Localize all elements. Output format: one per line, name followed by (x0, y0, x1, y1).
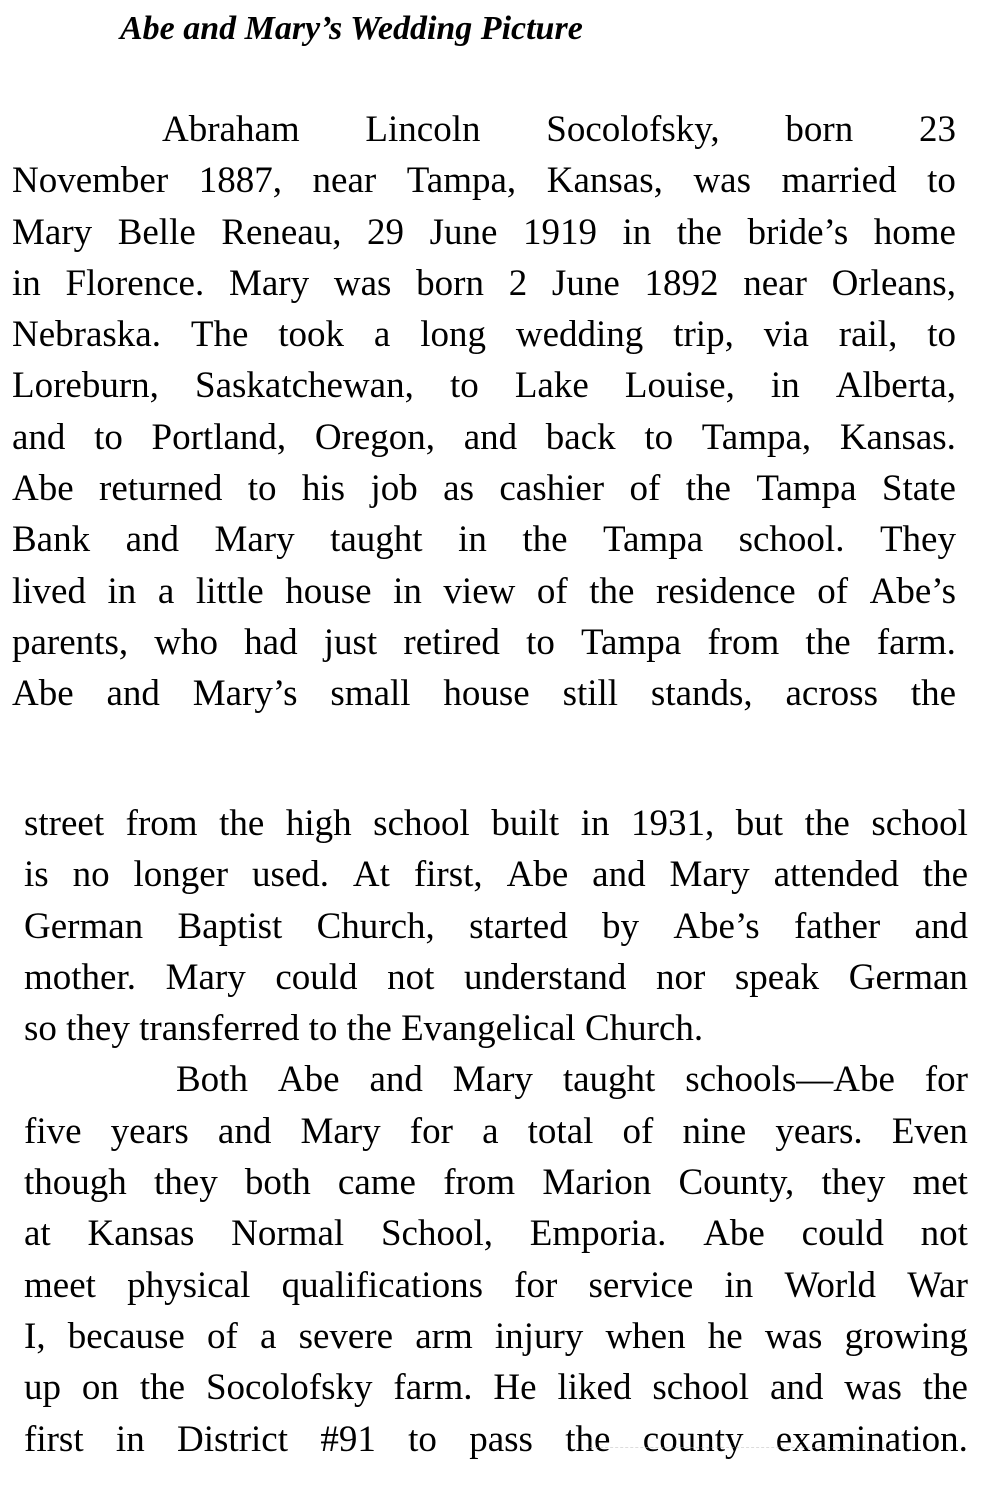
word: Even (891, 1110, 968, 1152)
text-line: so they transferred to the Evangelical Church. (24, 1008, 704, 1050)
word: severe (298, 1315, 394, 1357)
word: nine (682, 1110, 747, 1152)
word: farm. (393, 1367, 473, 1409)
word: no (72, 854, 110, 896)
word: Mary (214, 519, 295, 561)
word: little (195, 570, 264, 612)
word: Alberta, (835, 365, 956, 407)
word: Portland, (151, 416, 287, 458)
word: born (785, 109, 854, 150)
word: the (922, 854, 968, 896)
word: as (443, 468, 474, 510)
word: and (463, 416, 518, 458)
word: World (784, 1264, 877, 1306)
word: they (821, 1162, 886, 1204)
word: of (622, 1110, 654, 1152)
word: Tampa, (701, 416, 812, 458)
word: examination. (775, 1418, 968, 1460)
word: trip, (673, 314, 734, 356)
word: School, (380, 1213, 493, 1255)
word: growing (844, 1315, 968, 1357)
word: 1931, (631, 803, 715, 844)
word: Louise, (624, 365, 735, 407)
text-line (12, 412, 956, 463)
word: in (724, 1264, 754, 1306)
page-title: Abe and Mary’s Wedding Picture (120, 10, 583, 47)
word: in (393, 570, 422, 612)
word: Socolofsky (205, 1367, 373, 1409)
word: total (527, 1110, 594, 1152)
word: the (685, 468, 731, 510)
word: and (12, 416, 66, 458)
word: born (416, 262, 484, 304)
word: I, (24, 1315, 46, 1357)
word: mother. (24, 956, 137, 998)
text-line (12, 514, 956, 565)
word: Church, (316, 905, 435, 947)
word: view (443, 570, 516, 612)
text-line (24, 849, 968, 900)
word: longer (133, 854, 229, 896)
word: schools—Abe (685, 1059, 895, 1101)
word: Normal (231, 1213, 345, 1255)
word: Mary (228, 262, 310, 304)
word: could (801, 1213, 884, 1255)
word: Mary (12, 211, 93, 253)
word: nor (655, 956, 706, 998)
word: Abe (277, 1059, 340, 1101)
word: Tampa, (406, 160, 517, 202)
word: Mary (165, 956, 246, 998)
word: Bank (12, 519, 91, 561)
word: a (157, 570, 175, 612)
word: to (408, 1418, 437, 1460)
word: in (12, 262, 41, 304)
word: he (707, 1315, 743, 1357)
word: residence (656, 570, 796, 612)
word: pass (469, 1418, 533, 1460)
text-line (12, 207, 956, 258)
word: long (420, 314, 486, 356)
word: via (763, 314, 809, 356)
word: State (881, 468, 956, 510)
text-line (12, 463, 956, 514)
text-line (12, 155, 956, 206)
word: school. (738, 519, 845, 561)
word: small (330, 673, 411, 715)
word: County, (678, 1162, 795, 1204)
word: first (24, 1418, 84, 1460)
word: Kansas. (839, 416, 956, 458)
word: Nebraska. (12, 314, 161, 356)
text-line (24, 798, 968, 849)
word: of (629, 468, 661, 510)
word: 1919 (522, 211, 597, 253)
word: for (514, 1264, 558, 1306)
word: house (285, 570, 372, 612)
word: Lincoln (365, 109, 481, 150)
word: in (770, 365, 800, 407)
text-line (24, 1208, 968, 1259)
word: was (844, 1367, 902, 1409)
word: rail, (838, 314, 898, 356)
word: home (873, 211, 956, 253)
word: German (848, 956, 968, 998)
word: from (125, 803, 198, 844)
word: German (24, 905, 144, 947)
word: was (333, 262, 392, 304)
word: arm (415, 1315, 473, 1357)
word: Abraham (162, 109, 300, 150)
word: June (551, 262, 620, 304)
word: and (369, 1059, 423, 1101)
word: lived (12, 570, 86, 612)
word: the (805, 621, 851, 663)
word: took (278, 314, 345, 356)
word: He (493, 1367, 537, 1409)
word: 1887, (198, 160, 282, 202)
word: to (927, 314, 956, 356)
word: school (871, 803, 968, 844)
text-line (24, 1260, 968, 1311)
word: job (370, 468, 418, 510)
word: parents, (12, 621, 129, 663)
word: in (458, 519, 487, 561)
scan-artifact (590, 1447, 890, 1451)
word: across (785, 673, 878, 715)
word: attended (773, 854, 899, 896)
word: for (924, 1059, 968, 1101)
word: Lake (514, 365, 589, 407)
word: school (373, 803, 470, 844)
word: high (285, 803, 352, 844)
word: speak (734, 956, 820, 998)
word: in (622, 211, 652, 253)
word: when (605, 1315, 686, 1357)
word: was (764, 1315, 823, 1357)
word: and (106, 673, 160, 715)
word: 2 (508, 262, 528, 304)
word: and (217, 1110, 272, 1152)
word: At (352, 854, 390, 896)
word: the (565, 1418, 611, 1460)
word: to (526, 621, 555, 663)
word: was (693, 160, 751, 202)
word: used. (251, 854, 330, 896)
word: five (24, 1110, 82, 1152)
word: a (259, 1315, 277, 1357)
word: not (920, 1213, 968, 1255)
word: Loreburn, (12, 365, 159, 407)
word: The (190, 314, 249, 356)
word: both (244, 1162, 311, 1204)
word: taught (330, 519, 423, 561)
word: county (642, 1418, 744, 1460)
word: years. (775, 1110, 863, 1152)
word: Emporia. (529, 1213, 667, 1255)
word: Mary’s (192, 673, 298, 715)
word: returned (99, 468, 223, 510)
word: Orleans, (831, 262, 956, 304)
word: met (912, 1162, 968, 1204)
word: retired (403, 621, 500, 663)
word: Kansas, (546, 160, 663, 202)
text-line (24, 1362, 968, 1413)
word: They (879, 519, 956, 561)
word: Florence. (65, 262, 205, 304)
text-line (12, 258, 956, 309)
word: Both (176, 1059, 248, 1101)
text-line (24, 1106, 968, 1157)
word: in (107, 570, 137, 612)
text-line (24, 1414, 968, 1465)
word: school (652, 1367, 750, 1409)
word: first, (413, 854, 483, 896)
word: to (927, 160, 956, 202)
word: they (154, 1162, 218, 1204)
word: a (482, 1110, 499, 1152)
word: the (522, 519, 568, 561)
word: understand (464, 956, 627, 998)
text-line (12, 617, 956, 668)
text-line (24, 952, 968, 1003)
word: built (491, 803, 560, 844)
text-line (12, 668, 956, 719)
word: father (793, 905, 881, 947)
word: the (589, 570, 635, 612)
word: up (24, 1367, 61, 1409)
word: Belle (117, 211, 196, 253)
word: qualifications (281, 1264, 483, 1306)
word: and (125, 519, 180, 561)
word: from (443, 1162, 516, 1204)
word: 29 (367, 211, 405, 253)
word: back (545, 416, 616, 458)
word: November (12, 160, 169, 202)
word: but (735, 803, 784, 844)
word: started (469, 905, 568, 947)
word: at (24, 1213, 51, 1255)
word: his (301, 468, 346, 510)
text-line (12, 309, 956, 360)
word: 23 (918, 109, 956, 150)
word: Kansas (87, 1213, 195, 1255)
word: though (24, 1162, 127, 1204)
word: a (373, 314, 391, 356)
word: Reneau, (221, 211, 342, 253)
word: is (24, 854, 49, 896)
text-line (24, 901, 968, 952)
word: of (817, 570, 849, 612)
word: injury (494, 1315, 584, 1357)
word: of (206, 1315, 238, 1357)
text-line (24, 1311, 968, 1362)
word: Abe’s (673, 905, 760, 947)
word: cashier (499, 468, 605, 510)
word: Marion (542, 1162, 652, 1204)
word: to (449, 365, 479, 407)
word: and (914, 905, 968, 947)
word: just (323, 621, 378, 663)
word: 1892 (644, 262, 719, 304)
word: Abe (506, 854, 569, 896)
word: of (536, 570, 568, 612)
word: wedding (515, 314, 644, 356)
word: to (94, 416, 123, 458)
word: and (769, 1367, 824, 1409)
word: the (910, 673, 956, 715)
word: and (592, 854, 646, 896)
word: came (337, 1162, 416, 1204)
word: in (115, 1418, 145, 1460)
text-line (12, 104, 956, 155)
word: Tampa (756, 468, 857, 510)
word: because (67, 1315, 185, 1357)
word: #91 (320, 1418, 376, 1460)
word: from (707, 621, 780, 663)
word: liked (557, 1367, 632, 1409)
word: the (922, 1367, 968, 1409)
word: Oregon, (314, 416, 436, 458)
word: Mary (669, 854, 750, 896)
word: Abe (12, 673, 74, 715)
word: stands, (650, 673, 753, 715)
word: street (24, 803, 105, 844)
word: Abe (12, 468, 74, 510)
word: Socolofsky, (546, 109, 720, 150)
word: to (247, 468, 277, 510)
word: Baptist (177, 905, 283, 947)
word: the (676, 211, 722, 253)
word: still (562, 673, 619, 715)
word: for (409, 1110, 453, 1152)
word: the (219, 803, 265, 844)
word: the (139, 1367, 186, 1409)
word: in (580, 803, 610, 844)
word: years (110, 1110, 189, 1152)
word: the (804, 803, 850, 844)
word: District (177, 1418, 288, 1460)
word: June (429, 211, 498, 253)
text-line (12, 360, 956, 411)
word: Saskatchewan, (195, 365, 414, 407)
word: Tampa (581, 621, 682, 663)
word: Mary (452, 1059, 533, 1101)
word: War (907, 1264, 968, 1306)
word: to (644, 416, 674, 458)
text-line (12, 566, 956, 617)
word: married (781, 160, 897, 202)
word: by (602, 905, 640, 947)
word: bride’s (747, 211, 849, 253)
word: not (387, 956, 435, 998)
word: farm. (876, 621, 956, 663)
word: near (312, 160, 377, 202)
text-line (24, 1054, 968, 1105)
word: physical (127, 1264, 251, 1306)
word: who (154, 621, 218, 663)
word: Tampa (602, 519, 704, 561)
word: meet (24, 1264, 96, 1306)
word: could (275, 956, 358, 998)
word: near (743, 262, 807, 304)
word: Abe (703, 1213, 765, 1255)
word: taught (562, 1059, 656, 1101)
word: Mary (300, 1110, 381, 1152)
word: Abe’s (869, 570, 956, 612)
paragraph-block-1 (12, 104, 956, 720)
word: on (81, 1367, 119, 1409)
word: service (588, 1264, 694, 1306)
word: house (443, 673, 530, 715)
text-line (24, 1157, 968, 1208)
word: had (244, 621, 298, 663)
paragraph-block-2 (24, 798, 968, 1465)
